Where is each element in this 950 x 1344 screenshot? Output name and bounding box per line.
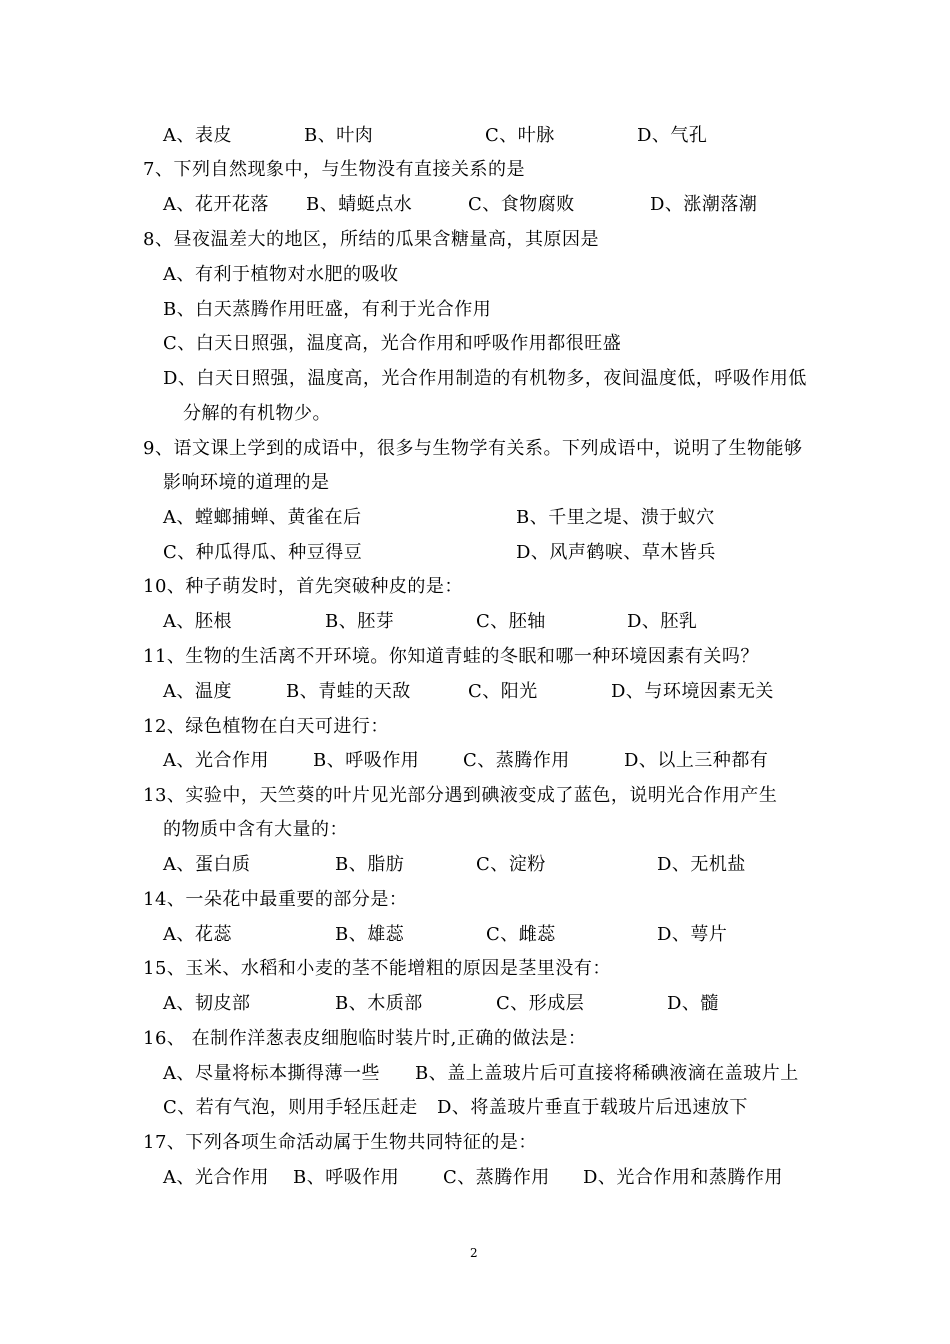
option-text: C、雌蕊 xyxy=(486,924,556,945)
option-text: B、胚芽 xyxy=(325,611,395,632)
line-text: C、若有气泡，则用手轻压赶走 xyxy=(163,1097,418,1118)
line-text: A、花蕊 xyxy=(163,924,232,945)
option-text: D、与环境因素无关 xyxy=(611,681,774,702)
line-text: A、光合作用 xyxy=(163,750,269,771)
option-text: C、胚轴 xyxy=(476,611,546,632)
option-text: C、阳光 xyxy=(468,681,538,702)
line-text: A、尽量将标本撕得薄一些 xyxy=(163,1063,380,1084)
line-text: 17、下列各项生命活动属于生物共同特征的是： xyxy=(143,1132,537,1153)
option-text: C、叶脉 xyxy=(485,125,555,146)
line-text: 分解的有机物少。 xyxy=(183,403,331,424)
option-text: C、形成层 xyxy=(496,993,585,1014)
option-text: C、淀粉 xyxy=(476,854,546,875)
line-text: 7、下列自然现象中，与生物没有直接关系的是 xyxy=(143,159,525,180)
option-text: B、脂肪 xyxy=(335,854,405,875)
line-text: A、胚根 xyxy=(163,611,232,632)
line-text: 15、玉米、水稻和小麦的茎不能增粗的原因是茎里没有： xyxy=(143,958,611,979)
line-text: B、白天蒸腾作用旺盛，有利于光合作用 xyxy=(163,299,492,320)
option-text: C、蒸腾作用 xyxy=(443,1167,550,1188)
page-number: 2 xyxy=(470,1246,478,1260)
option-text: D、髓 xyxy=(667,993,719,1014)
line-text: A、温度 xyxy=(163,681,232,702)
line-text: A、蛋白质 xyxy=(163,854,251,875)
line-text: 12、绿色植物在白天可进行： xyxy=(143,716,389,737)
line-text: A、韧皮部 xyxy=(163,993,251,1014)
option-text: B、青蛙的天敌 xyxy=(286,681,411,702)
line-text: 影响环境的道理的是 xyxy=(163,472,330,493)
line-text: 的物质中含有大量的： xyxy=(163,819,348,840)
option-text: B、呼吸作用 xyxy=(313,750,420,771)
option-text: D、气孔 xyxy=(637,125,708,146)
option-text: D、将盖玻片垂直于载玻片后迅速放下 xyxy=(437,1097,748,1118)
line-text: 8、昼夜温差大的地区，所结的瓜果含糖量高，其原因是 xyxy=(143,229,599,250)
line-text: D、白天日照强，温度高，光合作用制造的有机物多，夜间温度低，呼吸作用低 xyxy=(163,368,807,389)
line-text: C、种瓜得瓜、种豆得豆 xyxy=(163,542,363,563)
option-text: D、无机盐 xyxy=(657,854,746,875)
line-text: 16、 在制作洋葱表皮细胞临时装片时,正确的做法是： xyxy=(143,1028,587,1049)
option-text: B、木质部 xyxy=(335,993,423,1014)
line-text: A、有利于植物对水肥的吸收 xyxy=(163,264,399,285)
line-text: 9、语文课上学到的成语中，很多与生物学有关系。下列成语中，说明了生物能够 xyxy=(143,438,803,459)
option-text: B、雄蕊 xyxy=(335,924,405,945)
option-text: D、风声鹤唳、草木皆兵 xyxy=(516,542,716,563)
option-text: B、呼吸作用 xyxy=(293,1167,400,1188)
option-text: C、食物腐败 xyxy=(468,194,575,215)
option-text: B、千里之堤、溃于蚁穴 xyxy=(516,507,715,528)
line-text: 11、生物的生活离不开环境。你知道青蛙的冬眠和哪一种环境因素有关吗？ xyxy=(143,646,759,667)
option-text: D、光合作用和蒸腾作用 xyxy=(583,1167,783,1188)
option-text: D、萼片 xyxy=(657,924,728,945)
line-text: 14、一朵花中最重要的部分是： xyxy=(143,889,408,910)
line-text: C、白天日照强，温度高，光合作用和呼吸作用都很旺盛 xyxy=(163,333,622,354)
option-text: D、以上三种都有 xyxy=(624,750,769,771)
line-text: A、花开花落 xyxy=(163,194,269,215)
line-text: A、表皮 xyxy=(163,125,232,146)
option-text: B、盖上盖玻片后可直接将稀碘液滴在盖玻片上 xyxy=(415,1063,799,1084)
line-text: A、光合作用 xyxy=(163,1167,269,1188)
line-text: A、螳螂捕蝉、黄雀在后 xyxy=(163,507,362,528)
option-text: D、胚乳 xyxy=(627,611,698,632)
line-text: 13、实验中，天竺葵的叶片见光部分遇到碘液变成了蓝色，说明光合作用产生 xyxy=(143,785,778,806)
option-text: B、蜻蜓点水 xyxy=(306,194,413,215)
line-text: 10、种子萌发时，首先突破种皮的是： xyxy=(143,576,463,597)
option-text: B、叶肉 xyxy=(304,125,374,146)
option-text: C、蒸腾作用 xyxy=(463,750,570,771)
option-text: D、涨潮落潮 xyxy=(650,194,758,215)
